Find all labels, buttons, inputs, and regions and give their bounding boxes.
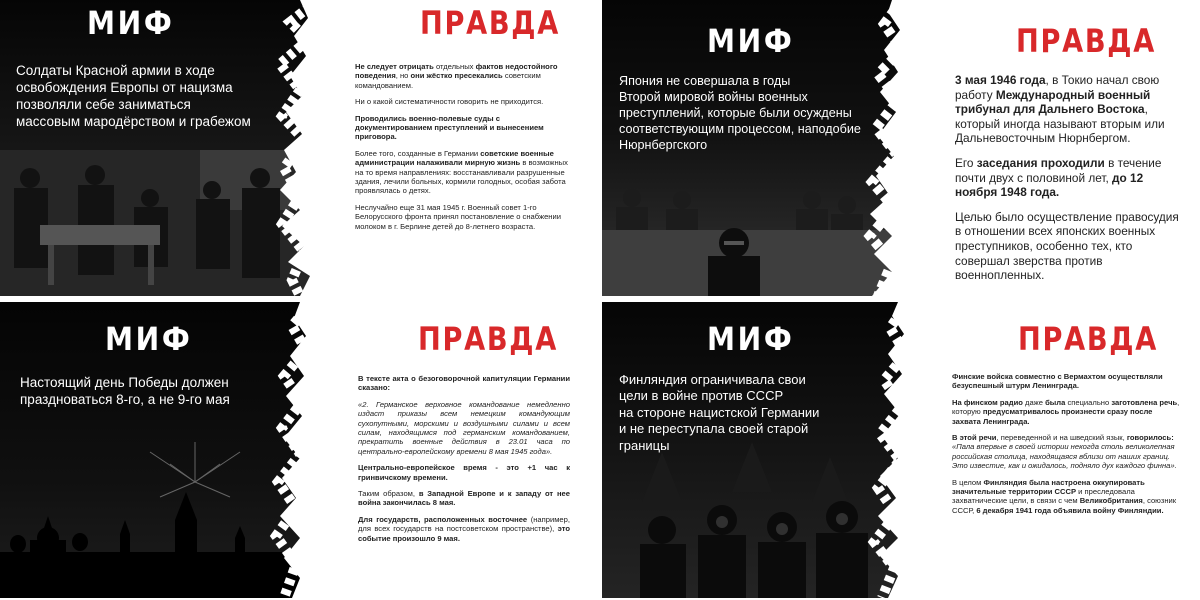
panel-looting-myth: [0, 0, 596, 296]
truth-text: и преследовала захватнические цели, в связи с чем: [952, 487, 1135, 506]
truth-text-bold: 6 декабря 1941 года объявила войну Финляндии.: [976, 505, 1164, 515]
truth-text-bold: Для государств, расположенных восточнее: [358, 514, 528, 524]
truth-paragraph: Ни о какой систематичности говорить не приходится.: [355, 97, 544, 107]
truth-text: , переведенной и на шведский язык,: [996, 433, 1127, 443]
truth-text: (например, для всех государств на постсоветском пространстве),: [358, 514, 570, 534]
truth-text: отдельных: [433, 62, 476, 71]
truth-heading: ПРАВДА: [420, 4, 560, 42]
truth-heading: ПРАВДА: [418, 320, 558, 358]
myth-line: позволяли себе заниматься: [16, 97, 191, 112]
truth-text: даже: [1022, 397, 1046, 407]
truth-text: , но: [395, 71, 411, 81]
truth-text-bold: советские военные администрации налаживали мирную жизнь: [355, 148, 554, 168]
truth-paragraph-bold: Финские войска совместно с Вермахтом осуществляли безуспешный штурм Ленинграда.: [952, 372, 1163, 391]
panel-finland-myth: [602, 302, 1198, 598]
truth-text-bold: Великобритания: [1079, 496, 1143, 506]
truth-paragraph: Неслучайно еще 31 мая 1945 г. Военный совет 1-го Белорусского фронта принял постановление о снабжении молоком в г. Берлине детей до 8-летнего возраста.: [355, 202, 561, 231]
truth-text: , в Токио начал свою работу: [955, 73, 1160, 102]
truth-paragraph-bold: В тексте акта о безоговорочной капитуляции Германии сказано:: [358, 374, 570, 393]
myth-line: границы: [619, 437, 670, 453]
truth-text-bold: говорилось:: [1126, 433, 1174, 443]
truth-paragraph: Целью было осуществление правосудия в отношении всех японских военных преступников, особенно тех, кто совершал зверства против военнопленных.: [955, 209, 1179, 283]
myth-line: Второй мировой войны военных: [619, 90, 808, 104]
truth-text-bold: предусматривалось произнести сразу после захвата Ленинграда.: [952, 407, 1153, 426]
truth-text-bold: На финском радио: [952, 397, 1023, 407]
myth-line: преступлений, которые были осуждены: [619, 106, 852, 120]
truth-heading: ПРАВДА: [1018, 320, 1158, 358]
truth-text: Его: [955, 155, 977, 170]
myth-line: освобождения Европы от нацизма: [16, 80, 233, 95]
myth-line: и не переступала своей старой: [619, 421, 809, 437]
truth-body: [952, 372, 1182, 522]
truth-text: В целом: [952, 477, 984, 487]
panel-victory-day-myth: [0, 302, 596, 598]
truth-text: , которую: [952, 397, 1180, 417]
truth-body: [358, 374, 570, 550]
truth-text-bold: в Западной Европе и к западу от нее война закончилась 8 мая.: [358, 489, 570, 508]
truth-text-bold: 3 мая 1946 года: [955, 73, 1046, 87]
myth-heading: МИФ: [707, 320, 795, 358]
truth-heading: ПРАВДА: [1016, 22, 1156, 60]
truth-text-bold: до 12 ноября 1948 года.: [955, 170, 1144, 200]
truth-text: Более того, созданные в Германии: [355, 148, 481, 158]
myth-line: массовым мародёрством и грабежом: [16, 114, 251, 129]
truth-text-bold: заготовлена речь: [1111, 397, 1178, 407]
truth-text: советским командованием.: [355, 71, 541, 90]
truth-text-bold: они жёстко пресекались: [410, 71, 503, 81]
truth-text-bold: Международный военный трибунал для Дальнего Востока: [955, 87, 1151, 117]
truth-text: , который иногда называют вторым или Дальневосточным Нюрнбергом.: [955, 102, 1165, 146]
truth-paragraph-bold: Проводились военно-полевые суды с документированием преступлений и вынесением приговора.: [355, 113, 544, 142]
truth-text: Таким образом,: [358, 489, 419, 499]
panel-japan-myth: [602, 0, 1198, 296]
myth-line: цели в войне против СССР: [619, 388, 784, 404]
truth-text-bold: Финляндия была настроена оккупировать значительные территории СССР: [952, 477, 1145, 497]
truth-text-bold: заседания проходили: [976, 155, 1105, 170]
myth-line: на стороне нацистской Германии: [619, 404, 820, 420]
myth-line: соответствующим процессом, наподобие: [619, 122, 861, 136]
truth-text-bold: фактов недостойного поведения: [355, 62, 558, 81]
truth-text-bold: была: [1045, 397, 1066, 407]
truth-paragraph-bold: Центрально-европейское время - это +1 час к гринвичскому времени.: [358, 463, 570, 482]
truth-text: , союзник СССР,: [952, 496, 1177, 515]
myth-line: Нюрнбергского: [619, 138, 708, 152]
myth-line: Япония не совершала в годы: [619, 74, 791, 88]
truth-body: [355, 62, 575, 238]
myth-statement: [20, 374, 300, 408]
truth-text-bold: это событие произошло 9 мая.: [358, 524, 570, 543]
myth-line: Настоящий день Победы должен: [20, 375, 229, 390]
myth-line: праздноваться 8-го, а не 9-го мая: [20, 392, 230, 407]
myth-line: Финляндия ограничивала свои: [619, 372, 806, 387]
myth-line: Солдаты Красной армии в ходе: [16, 63, 215, 78]
truth-quote: «Пала впервые в своей истории некогда столь великолепная российская столица, находящаяся вблизи от наших границ. Это известие, как и ожидалось, подняло дух каждого финна».: [952, 442, 1177, 471]
myth-statement: [16, 62, 306, 130]
myth-statement: [619, 73, 899, 153]
truth-text: в возможных на то время направлениях: восстанавливали разрушенные здания, лечили больных, кормили голодных, особая забота проявлялась о детях.: [355, 158, 568, 196]
truth-quote: «2. Германское верховное командование немедленно издаст приказы всем немецким командующим сухопутными, морскими и воздушными силами и всем силам, находящимся под германским командованием, прекратить военные действия в 23.01 часа по центрально-европейскому времени 8 мая 1945 года».: [358, 399, 570, 456]
truth-text: специально: [1065, 397, 1112, 407]
truth-text-bold: В этой речи: [952, 433, 997, 443]
myth-heading: МИФ: [87, 4, 175, 42]
myth-heading: МИФ: [707, 22, 795, 60]
myth-heading: МИФ: [105, 320, 193, 358]
myth-statement: [619, 372, 904, 454]
truth-text: в течение почти двух с половиной лет,: [955, 155, 1162, 185]
truth-text-bold: Не следует отрицать: [355, 62, 434, 71]
truth-body: [955, 73, 1180, 293]
